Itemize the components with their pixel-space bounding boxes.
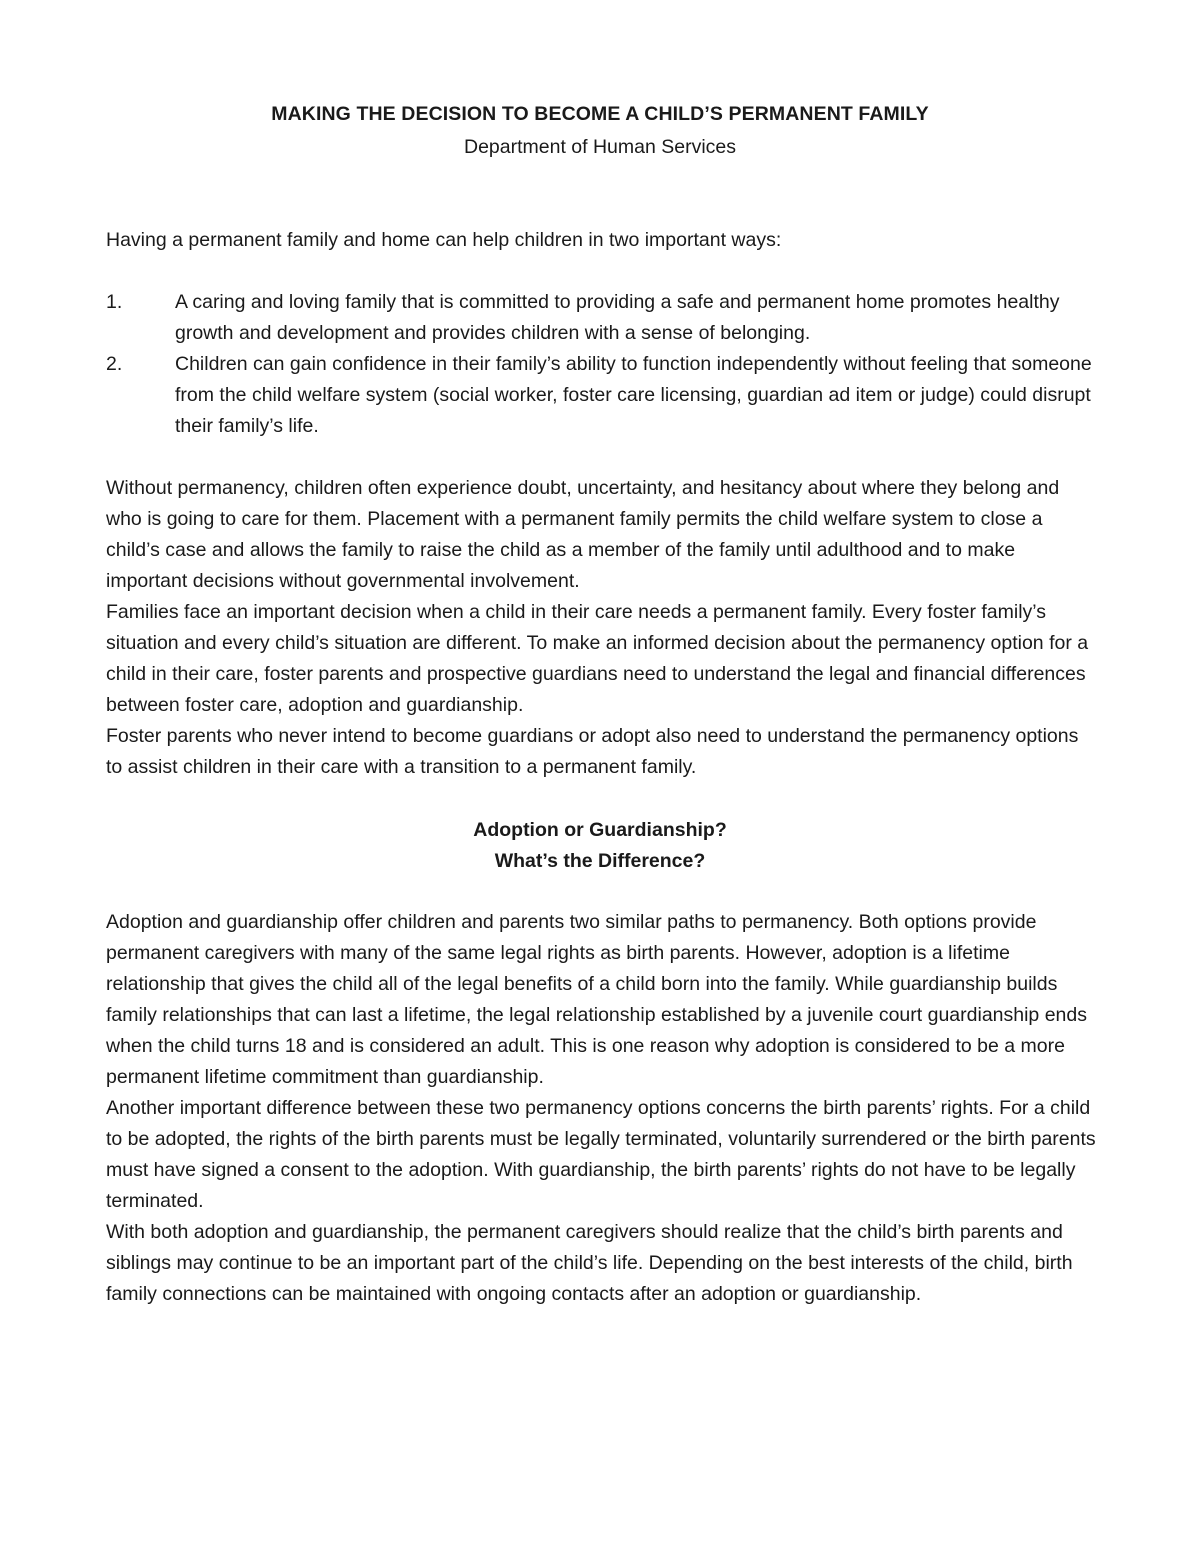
foster-parents-paragraph: Foster parents who never intend to become guardians or adopt also need to understand the permanency options to assist children in their care with a transition to a permanent family. [106, 725, 1079, 778]
list-item-text: A caring and loving family that is committed to providing a safe and permanent home promotes healthy growth and development and provides children with a sense of belonging. [175, 291, 1060, 344]
benefits-list [106, 287, 1096, 442]
section-heading-line2: What’s the Difference? [494, 850, 706, 872]
birth-parents-rights-paragraph: Another important difference between these two permanency options concerns the birth parents’ rights. For a child to be adopted, the rights of the birth parents must be legally terminated, voluntarily surrendered or the birth parents must have signed a consent to the adoption. With guardianship, the birth parents’ rights do not have to be legally terminated. [106, 1097, 1096, 1212]
birth-family-connections-paragraph: With both adoption and guardianship, the permanent caregivers should realize that the child’s birth parents and siblings may continue to be an important part of the child’s life. Depending on the best interests of the child, birth family connections can be maintained with ongoing contacts after an adoption or guardianship. [106, 1221, 1073, 1305]
list-item [106, 349, 1096, 442]
list-item-number: 2. [106, 353, 123, 375]
section-heading-line1: Adoption or Guardianship? [473, 819, 727, 841]
list-item [106, 287, 1096, 349]
page-subtitle: Department of Human Services [463, 136, 737, 158]
list-item-text: Children can gain confidence in their family’s ability to function independently without feeling that someone from the child welfare system (social worker, foster care licensing, guardian ad item or judge) could disrupt their family’s life. [175, 353, 1092, 437]
page-title: MAKING THE DECISION TO BECOME A CHILD’S PERMANENT FAMILY [271, 103, 929, 125]
decision-paragraph: Families face an important decision when a child in their care needs a permanent family. Every foster family’s situation and every child’s situation are different. To make an informed decision about the permanency option for a child in their care, foster parents and prospective guardians need to understand the legal and financial differences between foster care, adoption and guardianship. [106, 601, 1089, 716]
permanency-paragraph: Without permanency, children often experience doubt, uncertainty, and hesitancy about where they belong and who is going to care for them. Placement with a permanent family permits the child welfare system to close a child’s case and allows the family to raise the child as a member of the family until adulthood and to make important decisions without governmental involvement. [106, 477, 1060, 592]
adoption-guardianship-paragraph: Adoption and guardianship offer children and parents two similar paths to permanency. Both options provide permanent caregivers with many of the same legal rights as birth parents. However, adoption is a lifetime relationship that gives the child all of the legal benefits of a child born into the family. While guardianship builds family relationships that can last a lifetime, the legal relationship established by a juvenile court guardianship ends when the child turns 18 and is considered an adult. This is one reason why adoption is considered to be a more permanent lifetime commitment than guardianship. [106, 911, 1087, 1088]
intro-paragraph: Having a permanent family and home can help children in two important ways: [106, 229, 782, 251]
list-item-number: 1. [106, 291, 123, 313]
